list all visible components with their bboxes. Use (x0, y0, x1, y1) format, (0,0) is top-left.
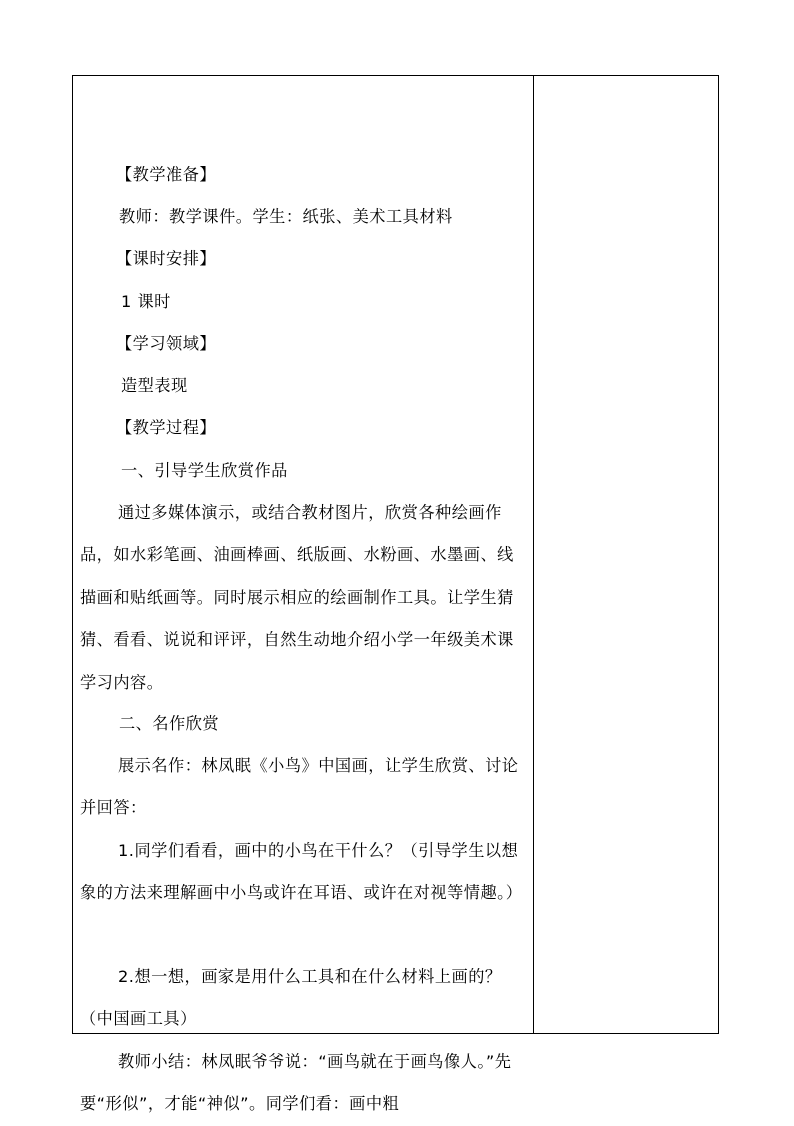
step-1-body: 通过多媒体演示，或结合教材图片，欣赏各种绘画作品，如水彩笔画、油画棒画、纸版画、水粉画、水墨画、线描画和贴纸画等。同时展示相应的绘画制作工具。让学生猜猜、看看、说说和评评，自然生动地介绍小学一年级美术课学习内容。 (80, 503, 514, 692)
step-2-title: 二、名作欣赏 (119, 714, 220, 733)
heading-process: 【教学过程】 (116, 418, 217, 437)
question-1: 1.同学们看看，画中的小鸟在干什么？（引导学生以想象的方法来理解画中小鸟或许在耳语、或许在对视等情趣。） (80, 841, 523, 903)
step-1-title: 一、引导学生欣赏作品 (121, 461, 288, 480)
text-domain: 造型表现 (121, 376, 188, 395)
teacher-summary: 教师小结：林凤眠爷爷说：“画鸟就在于画鸟像人。”先要“形似”，才能“神似”。同学们看：画中粗 (80, 1052, 512, 1114)
text-schedule: 1 课时 (121, 292, 171, 311)
lesson-plan-table (72, 75, 719, 1114)
step-2-body: 展示名作：林凤眠《小鸟》中国画，让学生欣赏、讨论并回答： (80, 756, 519, 818)
heading-domain: 【学习领域】 (116, 334, 217, 353)
heading-schedule: 【课时安排】 (116, 249, 217, 268)
heading-prep: 【教学准备】 (116, 165, 217, 184)
content-column (73, 76, 534, 1114)
question-2: 2.想一想，画家是用什么工具和在什么材料上画的？（中国画工具） (80, 967, 502, 1029)
text-prep: 教师：教学课件。学生：纸张、美术工具材料 (119, 207, 453, 226)
